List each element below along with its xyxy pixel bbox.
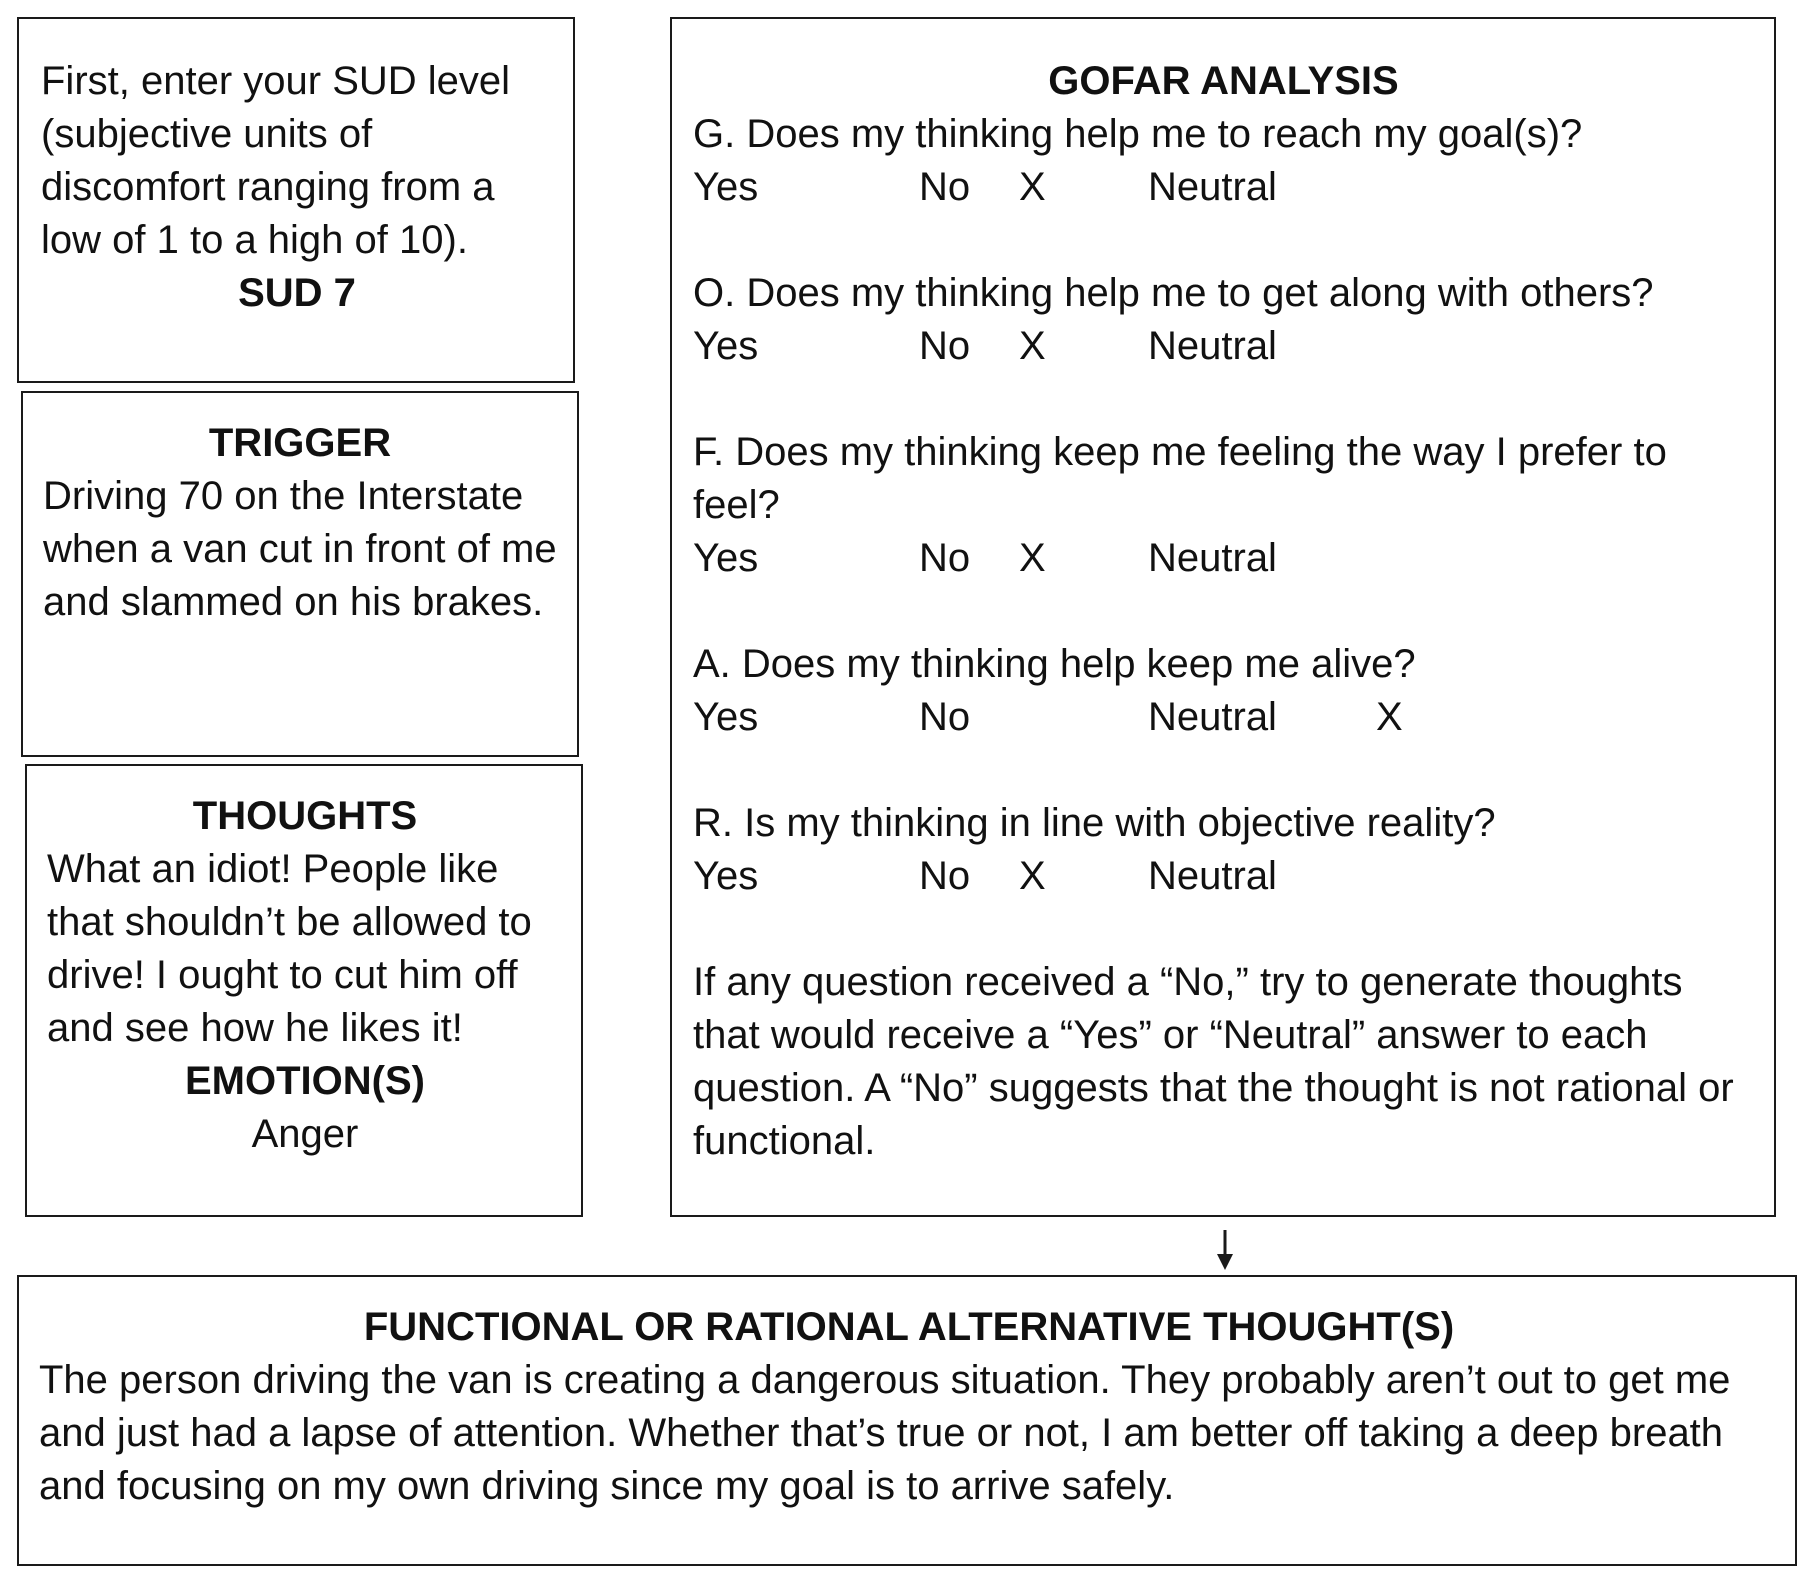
answer-mark: X xyxy=(1019,165,1046,209)
answer-neutral: Neutral xyxy=(1148,536,1277,580)
answer-row xyxy=(693,850,1754,903)
alternative-thoughts-box xyxy=(17,1275,1797,1566)
answer-row xyxy=(693,691,1754,744)
answer-mark: X xyxy=(1019,324,1046,368)
answer-neutral: Neutral xyxy=(1148,695,1277,739)
answer-no: No xyxy=(919,165,971,209)
alternative-text: The person driving the van is creating a dangerous situation. They probably aren’t out to get me and just had a lapse of attention. Whether that’s true or not, I am better off taking a deep breath and focusing on my own driving since my goal is to arrive safely. xyxy=(39,1358,1731,1508)
answer-row xyxy=(693,532,1754,585)
answer-neutral: Neutral xyxy=(1148,165,1277,209)
gofar-question-others xyxy=(693,267,1754,373)
answer-no: No xyxy=(919,695,971,739)
question-text: O. Does my thinking help me to get along with others? xyxy=(693,271,1654,315)
alternative-heading: FUNCTIONAL OR RATIONAL ALTERNATIVE THOUGHT(S) xyxy=(363,1305,1455,1349)
trigger-box xyxy=(21,391,579,757)
answer-neutral: Neutral xyxy=(1148,324,1277,368)
answer-no: No xyxy=(919,324,971,368)
gofar-question-goals xyxy=(693,108,1754,214)
sud-box xyxy=(17,17,575,383)
trigger-heading: TRIGGER xyxy=(208,421,392,465)
answer-row xyxy=(693,320,1754,373)
answer-mark: X xyxy=(1376,695,1403,739)
thoughts-box xyxy=(25,764,583,1217)
gofar-question-alive xyxy=(693,638,1754,744)
question-text: G. Does my thinking help me to reach my goal(s)? xyxy=(693,112,1583,156)
sud-value: SUD 7 xyxy=(238,271,356,315)
gofar-analysis-box xyxy=(670,17,1776,1217)
emotions-heading: EMOTION(S) xyxy=(185,1059,425,1103)
sud-instructions: First, enter your SUD level (subjective units of discomfort ranging from a low of 1 to a high of 10). xyxy=(41,59,511,262)
thoughts-text: What an idiot! People like that shouldn’t be allowed to drive! I ought to cut him off and see how he likes it! xyxy=(47,847,532,1050)
gofar-heading: GOFAR ANALYSIS xyxy=(1048,59,1399,103)
thoughts-heading: THOUGHTS xyxy=(192,794,418,838)
answer-yes: Yes xyxy=(693,536,759,580)
answer-mark: X xyxy=(1019,854,1046,898)
gofar-question-feelings xyxy=(693,426,1754,585)
question-text: A. Does my thinking help keep me alive? xyxy=(693,642,1416,686)
gofar-question-reality xyxy=(693,797,1754,903)
gofar-instruction: If any question received a “No,” try to generate thoughts that would receive a “Yes” or “Neutral” answer to each question. A “No” suggests that the thought is not rational or functional. xyxy=(693,960,1734,1163)
answer-no: No xyxy=(919,854,971,898)
trigger-text: Driving 70 on the Interstate when a van cut in front of me and slammed on his brakes. xyxy=(43,474,557,624)
down-arrow-icon xyxy=(1210,1228,1240,1272)
answer-neutral: Neutral xyxy=(1148,854,1277,898)
answer-yes: Yes xyxy=(693,854,759,898)
question-text: F. Does my thinking keep me feeling the way I prefer to feel? xyxy=(693,430,1667,527)
answer-no: No xyxy=(919,536,971,580)
answer-yes: Yes xyxy=(693,165,759,209)
question-text: R. Is my thinking in line with objective reality? xyxy=(693,801,1496,845)
answer-mark: X xyxy=(1019,536,1046,580)
answer-yes: Yes xyxy=(693,695,759,739)
answer-yes: Yes xyxy=(693,324,759,368)
emotions-value: Anger xyxy=(251,1112,359,1156)
answer-row xyxy=(693,161,1754,214)
